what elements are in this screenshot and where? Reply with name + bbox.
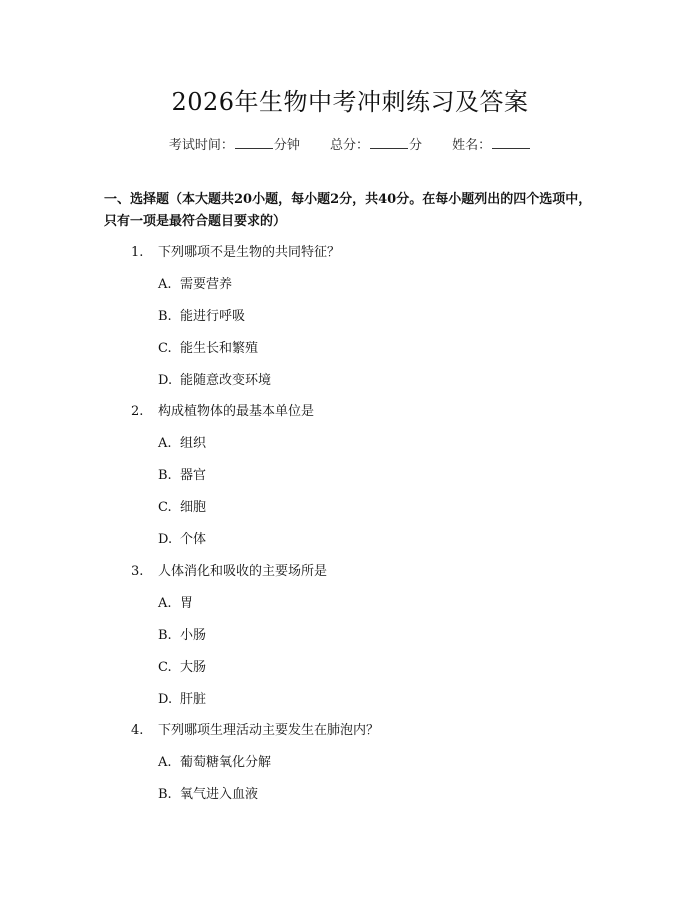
question-1-option-d — [158, 372, 271, 390]
total-score-label: 总分： — [329, 138, 369, 153]
question-4-option-a — [158, 754, 271, 772]
question-text: 构成植物体的最基本单位是 — [158, 404, 315, 419]
option-text: 大肠 — [180, 660, 207, 675]
option-letter: A. — [158, 436, 172, 451]
option-letter: D. — [158, 373, 173, 388]
question-number: 3. — [131, 564, 144, 579]
option-letter: A. — [158, 277, 172, 292]
question-number: 2. — [131, 404, 144, 419]
option-letter: A. — [158, 596, 172, 611]
option-text: 器官 — [180, 468, 207, 483]
option-letter: D. — [158, 692, 173, 707]
question-1 — [131, 244, 340, 262]
option-text: 能生长和繁殖 — [180, 341, 259, 356]
section-heading: 一、选择题（本大题共20小题，每小题2分，共40分。在每小题列出的四个选项中，只有一项是最符合题目要求的） — [104, 192, 592, 229]
option-text: 能进行呼吸 — [180, 309, 246, 324]
question-number: 1. — [131, 245, 144, 260]
question-text: 下列哪项不是生物的共同特征？ — [158, 245, 341, 260]
student-name-field — [452, 134, 531, 153]
option-letter: A. — [158, 755, 172, 770]
question-text: 人体消化和吸收的主要场所是 — [158, 564, 328, 579]
exam-info-line — [0, 134, 700, 153]
question-4-option-b — [158, 786, 258, 804]
question-1-option-b — [158, 308, 245, 326]
question-2-option-c — [158, 499, 206, 517]
exam-time-label: 考试时间： — [168, 138, 234, 153]
question-text: 下列哪项生理活动主要发生在肺泡内？ — [158, 723, 380, 738]
student-name-label: 姓名： — [452, 138, 492, 153]
page-title: 2026年生物中考冲刺练习及答案 — [171, 88, 529, 116]
option-text: 需要营养 — [180, 277, 233, 292]
option-text: 肝脏 — [180, 692, 207, 707]
option-letter: D. — [158, 532, 173, 547]
question-2-option-b — [158, 467, 206, 485]
question-3-option-c — [158, 659, 206, 677]
question-3-option-a — [158, 595, 193, 613]
total-score-unit: 分 — [409, 138, 423, 153]
option-text: 个体 — [180, 532, 207, 547]
question-1-option-c — [158, 340, 258, 358]
question-3-option-b — [158, 627, 206, 645]
exam-time-unit: 分钟 — [273, 138, 300, 153]
option-letter: C. — [158, 341, 172, 356]
option-letter: B. — [158, 787, 172, 802]
question-2-option-a — [158, 435, 206, 453]
exam-time-field — [169, 134, 300, 153]
question-2-option-d — [158, 531, 206, 549]
option-letter: C. — [158, 500, 172, 515]
option-letter: B. — [158, 309, 172, 324]
option-text: 小肠 — [180, 628, 207, 643]
question-3 — [131, 563, 327, 581]
option-letter: B. — [158, 468, 172, 483]
exam-time-blank — [235, 136, 273, 149]
option-text: 葡萄糖氧化分解 — [180, 755, 272, 770]
option-letter: C. — [158, 660, 172, 675]
question-number: 4. — [131, 723, 144, 738]
total-score-blank — [370, 136, 408, 149]
option-text: 能随意改变环境 — [180, 373, 272, 388]
option-text: 细胞 — [180, 500, 207, 515]
question-1-option-a — [158, 276, 232, 294]
option-text: 组织 — [180, 436, 207, 451]
option-letter: B. — [158, 628, 172, 643]
student-name-blank — [492, 136, 530, 149]
question-2 — [131, 403, 314, 421]
option-text: 氧气进入血液 — [180, 787, 259, 802]
question-4 — [131, 722, 379, 740]
question-3-option-d — [158, 691, 206, 709]
total-score-field — [330, 134, 422, 153]
option-text: 胃 — [180, 596, 194, 611]
